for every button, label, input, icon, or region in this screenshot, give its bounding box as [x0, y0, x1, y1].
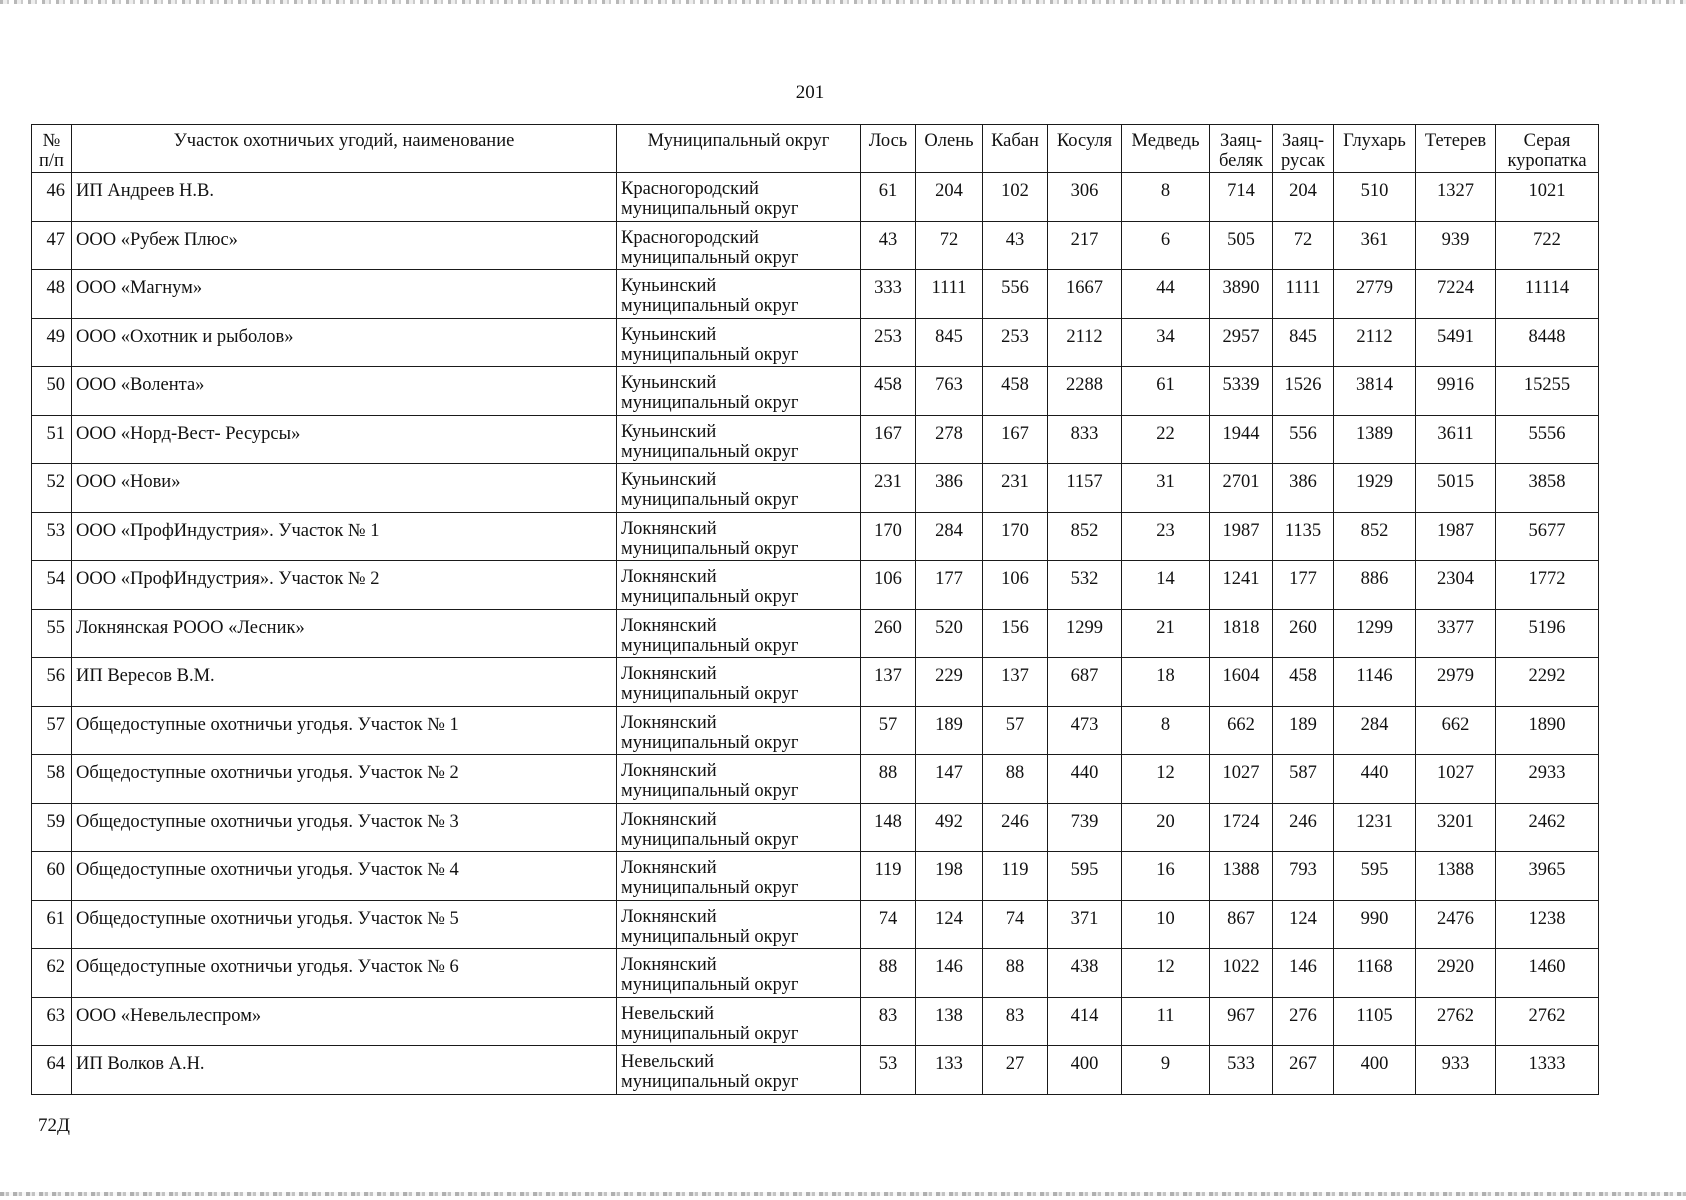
table-header-row — [32, 125, 1599, 173]
species-value-cell: 21 — [1122, 609, 1210, 658]
table-row — [32, 367, 1599, 416]
species-value-cell: 458 — [861, 367, 916, 416]
row-number-cell: 57 — [32, 706, 72, 755]
species-value-cell: 361 — [1334, 221, 1416, 270]
table-row — [32, 270, 1599, 319]
area-name-cell: ООО «Магнум» — [72, 270, 617, 319]
district-cell: Куньинский муниципальный округ — [617, 415, 861, 464]
species-value-cell: 1604 — [1210, 658, 1273, 707]
header-area-name: Участок охотничьих угодий, наименование — [72, 125, 617, 173]
species-value-cell: 1944 — [1210, 415, 1273, 464]
species-value-cell: 1146 — [1334, 658, 1416, 707]
species-value-cell: 9916 — [1416, 367, 1496, 416]
species-value-cell: 147 — [916, 755, 983, 804]
header-species-grey-partridge: Серая куропатка — [1496, 125, 1599, 173]
area-name-cell: ООО «Невельлеспром» — [72, 997, 617, 1046]
species-value-cell: 556 — [1273, 415, 1334, 464]
species-value-cell: 15255 — [1496, 367, 1599, 416]
species-value-cell: 1022 — [1210, 949, 1273, 998]
species-value-cell: 3890 — [1210, 270, 1273, 319]
species-value-cell: 1299 — [1048, 609, 1122, 658]
table-row — [32, 706, 1599, 755]
row-number-cell: 51 — [32, 415, 72, 464]
row-number-cell: 49 — [32, 318, 72, 367]
species-value-cell: 231 — [983, 464, 1048, 513]
species-value-cell: 662 — [1210, 706, 1273, 755]
species-value-cell: 284 — [916, 512, 983, 561]
species-value-cell: 595 — [1048, 852, 1122, 901]
species-value-cell: 83 — [861, 997, 916, 1046]
district-cell: Куньинский муниципальный округ — [617, 270, 861, 319]
area-name-cell: Общедоступные охотничьи угодья. Участок № 1 — [72, 706, 617, 755]
species-value-cell: 5677 — [1496, 512, 1599, 561]
species-value-cell: 306 — [1048, 173, 1122, 222]
species-value-cell: 763 — [916, 367, 983, 416]
species-value-cell: 31 — [1122, 464, 1210, 513]
species-value-cell: 189 — [1273, 706, 1334, 755]
table-row — [32, 609, 1599, 658]
table-row — [32, 658, 1599, 707]
page-number: 201 — [795, 82, 825, 103]
district-cell: Локнянский муниципальный округ — [617, 609, 861, 658]
species-value-cell: 5339 — [1210, 367, 1273, 416]
species-value-cell: 8448 — [1496, 318, 1599, 367]
area-name-cell: Общедоступные охотничьи угодья. Участок № 5 — [72, 900, 617, 949]
species-value-cell: 2933 — [1496, 755, 1599, 804]
species-value-cell: 177 — [916, 561, 983, 610]
species-value-cell: 852 — [1048, 512, 1122, 561]
species-value-cell: 967 — [1210, 997, 1273, 1046]
species-value-cell: 72 — [1273, 221, 1334, 270]
species-value-cell: 1231 — [1334, 803, 1416, 852]
row-number-cell: 48 — [32, 270, 72, 319]
species-value-cell: 11 — [1122, 997, 1210, 1046]
header-species-boar: Кабан — [983, 125, 1048, 173]
species-value-cell: 845 — [1273, 318, 1334, 367]
table-row — [32, 852, 1599, 901]
species-value-cell: 458 — [1273, 658, 1334, 707]
species-value-cell: 5015 — [1416, 464, 1496, 513]
species-value-cell: 260 — [1273, 609, 1334, 658]
area-name-cell: ИП Вересов В.М. — [72, 658, 617, 707]
area-name-cell: ООО «Норд-Вест- Ресурсы» — [72, 415, 617, 464]
hunting-grounds-table — [31, 124, 1599, 1095]
species-value-cell: 167 — [861, 415, 916, 464]
district-cell: Куньинский муниципальный округ — [617, 367, 861, 416]
species-value-cell: 1890 — [1496, 706, 1599, 755]
table-row — [32, 318, 1599, 367]
species-value-cell: 2476 — [1416, 900, 1496, 949]
species-value-cell: 204 — [916, 173, 983, 222]
header-species-black-grouse: Тетерев — [1416, 125, 1496, 173]
species-value-cell: 57 — [861, 706, 916, 755]
species-value-cell: 43 — [983, 221, 1048, 270]
district-cell: Локнянский муниципальный округ — [617, 706, 861, 755]
species-value-cell: 1299 — [1334, 609, 1416, 658]
species-value-cell: 246 — [1273, 803, 1334, 852]
species-value-cell: 61 — [1122, 367, 1210, 416]
species-value-cell: 148 — [861, 803, 916, 852]
species-value-cell: 106 — [861, 561, 916, 610]
species-value-cell: 833 — [1048, 415, 1122, 464]
species-value-cell: 1388 — [1416, 852, 1496, 901]
species-value-cell: 1157 — [1048, 464, 1122, 513]
area-name-cell: ООО «ПрофИндустрия». Участок № 1 — [72, 512, 617, 561]
species-value-cell: 170 — [861, 512, 916, 561]
species-value-cell: 1987 — [1210, 512, 1273, 561]
row-number-cell: 62 — [32, 949, 72, 998]
species-value-cell: 440 — [1048, 755, 1122, 804]
species-value-cell: 400 — [1048, 1046, 1122, 1095]
species-value-cell: 44 — [1122, 270, 1210, 319]
species-value-cell: 278 — [916, 415, 983, 464]
species-value-cell: 88 — [861, 949, 916, 998]
species-value-cell: 83 — [983, 997, 1048, 1046]
species-value-cell: 1460 — [1496, 949, 1599, 998]
species-value-cell: 88 — [983, 949, 1048, 998]
species-value-cell: 1168 — [1334, 949, 1416, 998]
species-value-cell: 1333 — [1496, 1046, 1599, 1095]
row-number-cell: 63 — [32, 997, 72, 1046]
species-value-cell: 990 — [1334, 900, 1416, 949]
species-value-cell: 3611 — [1416, 415, 1496, 464]
species-value-cell: 739 — [1048, 803, 1122, 852]
area-name-cell: ООО «Рубеж Плюс» — [72, 221, 617, 270]
species-value-cell: 1388 — [1210, 852, 1273, 901]
species-value-cell: 1724 — [1210, 803, 1273, 852]
species-value-cell: 133 — [916, 1046, 983, 1095]
species-value-cell: 20 — [1122, 803, 1210, 852]
table-row — [32, 900, 1599, 949]
area-name-cell: ООО «Волента» — [72, 367, 617, 416]
table-row — [32, 803, 1599, 852]
species-value-cell: 852 — [1334, 512, 1416, 561]
table-row — [32, 997, 1599, 1046]
species-value-cell: 2112 — [1334, 318, 1416, 367]
species-value-cell: 34 — [1122, 318, 1210, 367]
area-name-cell: ИП Волков А.Н. — [72, 1046, 617, 1095]
species-value-cell: 9 — [1122, 1046, 1210, 1095]
species-value-cell: 400 — [1334, 1046, 1416, 1095]
species-value-cell: 253 — [983, 318, 1048, 367]
row-number-cell: 54 — [32, 561, 72, 610]
species-value-cell: 1021 — [1496, 173, 1599, 222]
species-value-cell: 458 — [983, 367, 1048, 416]
species-value-cell: 74 — [861, 900, 916, 949]
district-cell: Красногородский муниципальный округ — [617, 173, 861, 222]
species-value-cell: 246 — [983, 803, 1048, 852]
species-value-cell: 845 — [916, 318, 983, 367]
species-value-cell: 1111 — [916, 270, 983, 319]
species-value-cell: 1987 — [1416, 512, 1496, 561]
species-value-cell: 886 — [1334, 561, 1416, 610]
species-value-cell: 793 — [1273, 852, 1334, 901]
species-value-cell: 14 — [1122, 561, 1210, 610]
area-name-cell: ООО «Нови» — [72, 464, 617, 513]
species-value-cell: 5556 — [1496, 415, 1599, 464]
table-row — [32, 755, 1599, 804]
table-row — [32, 464, 1599, 513]
species-value-cell: 1111 — [1273, 270, 1334, 319]
species-value-cell: 722 — [1496, 221, 1599, 270]
species-value-cell: 3201 — [1416, 803, 1496, 852]
species-value-cell: 1818 — [1210, 609, 1273, 658]
species-value-cell: 1135 — [1273, 512, 1334, 561]
table-row — [32, 949, 1599, 998]
header-species-deer: Олень — [916, 125, 983, 173]
header-species-capercaillie: Глухарь — [1334, 125, 1416, 173]
row-number-cell: 56 — [32, 658, 72, 707]
species-value-cell: 138 — [916, 997, 983, 1046]
district-cell: Куньинский муниципальный округ — [617, 318, 861, 367]
area-name-cell: ООО «ПрофИндустрия». Участок № 2 — [72, 561, 617, 610]
species-value-cell: 2304 — [1416, 561, 1496, 610]
scan-top-edge — [0, 0, 1686, 4]
species-value-cell: 1027 — [1416, 755, 1496, 804]
species-value-cell: 2779 — [1334, 270, 1416, 319]
species-value-cell: 1238 — [1496, 900, 1599, 949]
species-value-cell: 53 — [861, 1046, 916, 1095]
row-number-cell: 53 — [32, 512, 72, 561]
species-value-cell: 939 — [1416, 221, 1496, 270]
species-value-cell: 43 — [861, 221, 916, 270]
species-value-cell: 662 — [1416, 706, 1496, 755]
species-value-cell: 12 — [1122, 949, 1210, 998]
row-number-cell: 52 — [32, 464, 72, 513]
species-value-cell: 3814 — [1334, 367, 1416, 416]
scan-bottom-edge — [0, 1192, 1686, 1196]
species-value-cell: 217 — [1048, 221, 1122, 270]
species-value-cell: 7224 — [1416, 270, 1496, 319]
species-value-cell: 533 — [1210, 1046, 1273, 1095]
header-number: № п/п — [32, 125, 72, 173]
row-number-cell: 47 — [32, 221, 72, 270]
species-value-cell: 124 — [1273, 900, 1334, 949]
area-name-cell: Локнянская РОOO «Лесник» — [72, 609, 617, 658]
species-value-cell: 146 — [916, 949, 983, 998]
species-value-cell: 18 — [1122, 658, 1210, 707]
species-value-cell: 284 — [1334, 706, 1416, 755]
species-value-cell: 189 — [916, 706, 983, 755]
header-species-bear: Медведь — [1122, 125, 1210, 173]
species-value-cell: 2979 — [1416, 658, 1496, 707]
table-row — [32, 561, 1599, 610]
species-value-cell: 933 — [1416, 1046, 1496, 1095]
species-value-cell: 587 — [1273, 755, 1334, 804]
species-value-cell: 8 — [1122, 173, 1210, 222]
header-species-white-hare: Заяц- беляк — [1210, 125, 1273, 173]
species-value-cell: 595 — [1334, 852, 1416, 901]
species-value-cell: 2288 — [1048, 367, 1122, 416]
species-value-cell: 8 — [1122, 706, 1210, 755]
district-cell: Невельский муниципальный округ — [617, 997, 861, 1046]
species-value-cell: 11114 — [1496, 270, 1599, 319]
species-value-cell: 2701 — [1210, 464, 1273, 513]
area-name-cell: Общедоступные охотничьи угодья. Участок № 3 — [72, 803, 617, 852]
table-row — [32, 1046, 1599, 1095]
species-value-cell: 386 — [916, 464, 983, 513]
species-value-cell: 505 — [1210, 221, 1273, 270]
species-value-cell: 74 — [983, 900, 1048, 949]
row-number-cell: 64 — [32, 1046, 72, 1095]
species-value-cell: 167 — [983, 415, 1048, 464]
district-cell: Локнянский муниципальный округ — [617, 512, 861, 561]
species-value-cell: 333 — [861, 270, 916, 319]
species-value-cell: 532 — [1048, 561, 1122, 610]
species-value-cell: 276 — [1273, 997, 1334, 1046]
species-value-cell: 371 — [1048, 900, 1122, 949]
species-value-cell: 714 — [1210, 173, 1273, 222]
species-value-cell: 119 — [861, 852, 916, 901]
species-value-cell: 867 — [1210, 900, 1273, 949]
row-number-cell: 60 — [32, 852, 72, 901]
table-body — [32, 173, 1599, 1095]
species-value-cell: 1105 — [1334, 997, 1416, 1046]
header-species-moose: Лось — [861, 125, 916, 173]
species-value-cell: 414 — [1048, 997, 1122, 1046]
species-value-cell: 2112 — [1048, 318, 1122, 367]
species-value-cell: 2957 — [1210, 318, 1273, 367]
species-value-cell: 170 — [983, 512, 1048, 561]
district-cell: Локнянский муниципальный округ — [617, 755, 861, 804]
species-value-cell: 1027 — [1210, 755, 1273, 804]
species-value-cell: 1772 — [1496, 561, 1599, 610]
row-number-cell: 59 — [32, 803, 72, 852]
species-value-cell: 231 — [861, 464, 916, 513]
species-value-cell: 1526 — [1273, 367, 1334, 416]
species-value-cell: 124 — [916, 900, 983, 949]
species-value-cell: 687 — [1048, 658, 1122, 707]
species-value-cell: 137 — [861, 658, 916, 707]
species-value-cell: 3377 — [1416, 609, 1496, 658]
species-value-cell: 1241 — [1210, 561, 1273, 610]
row-number-cell: 61 — [32, 900, 72, 949]
species-value-cell: 102 — [983, 173, 1048, 222]
species-value-cell: 5491 — [1416, 318, 1496, 367]
row-number-cell: 50 — [32, 367, 72, 416]
species-value-cell: 6 — [1122, 221, 1210, 270]
species-value-cell: 156 — [983, 609, 1048, 658]
species-value-cell: 267 — [1273, 1046, 1334, 1095]
species-value-cell: 1389 — [1334, 415, 1416, 464]
species-value-cell: 2920 — [1416, 949, 1496, 998]
species-value-cell: 1929 — [1334, 464, 1416, 513]
district-cell: Локнянский муниципальный округ — [617, 561, 861, 610]
hunting-grounds-table-wrap — [31, 124, 1599, 1095]
species-value-cell: 386 — [1273, 464, 1334, 513]
species-value-cell: 198 — [916, 852, 983, 901]
table-row — [32, 512, 1599, 561]
species-value-cell: 2762 — [1496, 997, 1599, 1046]
species-value-cell: 438 — [1048, 949, 1122, 998]
header-species-brown-hare: Заяц- русак — [1273, 125, 1334, 173]
area-name-cell: Общедоступные охотничьи угодья. Участок № 2 — [72, 755, 617, 804]
species-value-cell: 3965 — [1496, 852, 1599, 901]
species-value-cell: 106 — [983, 561, 1048, 610]
district-cell: Красногородский муниципальный округ — [617, 221, 861, 270]
species-value-cell: 1667 — [1048, 270, 1122, 319]
species-value-cell: 57 — [983, 706, 1048, 755]
species-value-cell: 229 — [916, 658, 983, 707]
row-number-cell: 55 — [32, 609, 72, 658]
species-value-cell: 137 — [983, 658, 1048, 707]
species-value-cell: 520 — [916, 609, 983, 658]
district-cell: Локнянский муниципальный округ — [617, 949, 861, 998]
district-cell: Локнянский муниципальный округ — [617, 900, 861, 949]
species-value-cell: 1327 — [1416, 173, 1496, 222]
area-name-cell: Общедоступные охотничьи угодья. Участок № 4 — [72, 852, 617, 901]
district-cell: Локнянский муниципальный округ — [617, 852, 861, 901]
area-name-cell: Общедоступные охотничьи угодья. Участок № 6 — [72, 949, 617, 998]
species-value-cell: 3858 — [1496, 464, 1599, 513]
species-value-cell: 10 — [1122, 900, 1210, 949]
table-row — [32, 173, 1599, 222]
district-cell: Невельский муниципальный округ — [617, 1046, 861, 1095]
species-value-cell: 177 — [1273, 561, 1334, 610]
species-value-cell: 492 — [916, 803, 983, 852]
species-value-cell: 88 — [861, 755, 916, 804]
row-number-cell: 46 — [32, 173, 72, 222]
species-value-cell: 27 — [983, 1046, 1048, 1095]
species-value-cell: 510 — [1334, 173, 1416, 222]
table-row — [32, 415, 1599, 464]
species-value-cell: 23 — [1122, 512, 1210, 561]
area-name-cell: ООО «Охотник и рыболов» — [72, 318, 617, 367]
species-value-cell: 253 — [861, 318, 916, 367]
district-cell: Куньинский муниципальный округ — [617, 464, 861, 513]
footer-code: 72Д — [38, 1115, 70, 1136]
species-value-cell: 473 — [1048, 706, 1122, 755]
species-value-cell: 556 — [983, 270, 1048, 319]
species-value-cell: 2762 — [1416, 997, 1496, 1046]
species-value-cell: 72 — [916, 221, 983, 270]
species-value-cell: 2292 — [1496, 658, 1599, 707]
species-value-cell: 22 — [1122, 415, 1210, 464]
species-value-cell: 5196 — [1496, 609, 1599, 658]
species-value-cell: 119 — [983, 852, 1048, 901]
species-value-cell: 440 — [1334, 755, 1416, 804]
district-cell: Локнянский муниципальный округ — [617, 658, 861, 707]
species-value-cell: 2462 — [1496, 803, 1599, 852]
table-row — [32, 221, 1599, 270]
species-value-cell: 12 — [1122, 755, 1210, 804]
species-value-cell: 61 — [861, 173, 916, 222]
species-value-cell: 146 — [1273, 949, 1334, 998]
header-species-roe-deer: Косуля — [1048, 125, 1122, 173]
species-value-cell: 16 — [1122, 852, 1210, 901]
species-value-cell: 88 — [983, 755, 1048, 804]
area-name-cell: ИП Андреев Н.В. — [72, 173, 617, 222]
header-district: Муниципальный округ — [617, 125, 861, 173]
species-value-cell: 204 — [1273, 173, 1334, 222]
row-number-cell: 58 — [32, 755, 72, 804]
species-value-cell: 260 — [861, 609, 916, 658]
district-cell: Локнянский муниципальный округ — [617, 803, 861, 852]
